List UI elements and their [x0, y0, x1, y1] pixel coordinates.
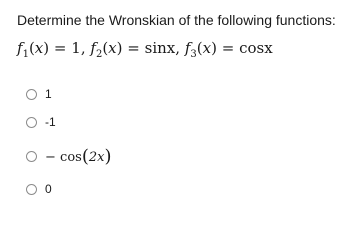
- f2-var: x: [108, 39, 117, 57]
- option-1-label: 1: [45, 87, 52, 101]
- f3-symbol: f: [184, 39, 191, 57]
- option-2-label: -1: [45, 115, 56, 129]
- comma-1: ,: [80, 39, 86, 57]
- f1-var: x: [34, 39, 44, 57]
- f3-var: x: [202, 39, 212, 57]
- f2-value: sinx: [144, 39, 176, 57]
- option-2-radio[interactable]: [26, 117, 37, 128]
- option-4[interactable]: [26, 182, 52, 196]
- option-3-label: − cos(2x): [45, 146, 112, 167]
- option-2[interactable]: [26, 115, 56, 129]
- option-4-label: 0: [45, 182, 52, 196]
- f3-subscript: 3: [190, 49, 197, 60]
- option-3-minus: −: [45, 150, 56, 165]
- question-text: Determine the Wronskian of the following functions:: [17, 12, 336, 28]
- f1-symbol: f: [17, 39, 23, 57]
- functions-formula: $f_1(x) = 1$, $f_2(x) = \sin x$, $f_3(x) = \cos x$: [17, 39, 273, 60]
- f2-subscript: 2: [95, 49, 103, 60]
- f3-value: cosx: [239, 39, 273, 57]
- option-4-radio[interactable]: [26, 184, 37, 195]
- f1-value: 1: [71, 39, 81, 57]
- f2-symbol: f: [90, 39, 96, 57]
- option-1[interactable]: [26, 87, 52, 101]
- f1-subscript: 1: [22, 49, 29, 60]
- f3-equals: =: [221, 39, 235, 57]
- f2-equals: =: [127, 39, 140, 57]
- option-3-arg: 2x: [88, 150, 105, 165]
- option-3[interactable]: [26, 146, 112, 167]
- option-3-func: cos: [60, 150, 82, 165]
- comma-2: ,: [175, 39, 181, 57]
- f1-equals: =: [53, 39, 67, 57]
- option-1-radio[interactable]: [26, 89, 37, 100]
- option-3-radio[interactable]: [26, 151, 37, 162]
